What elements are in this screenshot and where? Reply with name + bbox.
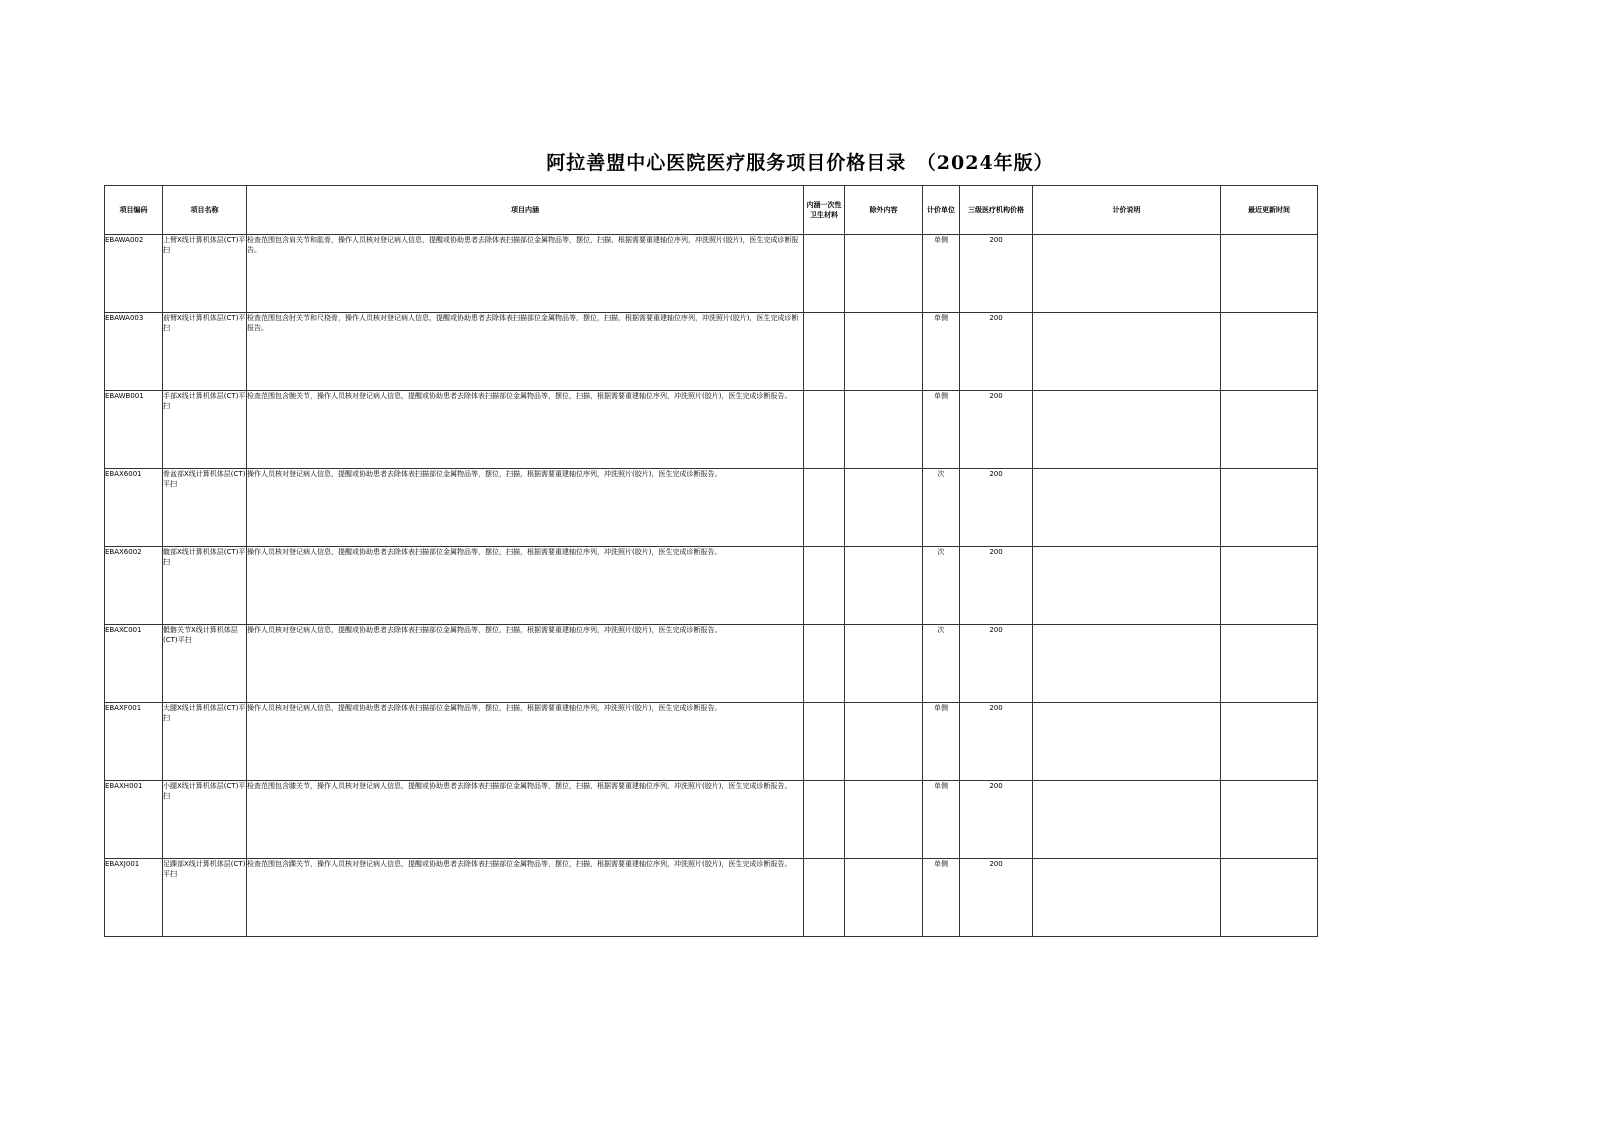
item-name: 骨盆部X线计算机体层(CT)平扫 bbox=[163, 469, 247, 547]
item-consumable bbox=[804, 235, 845, 313]
item-price: 200 bbox=[960, 625, 1033, 703]
item-note bbox=[1033, 781, 1221, 859]
item-name: 骶髂关节X线计算机体层(CT)平扫 bbox=[163, 625, 247, 703]
item-unit: 次 bbox=[923, 625, 960, 703]
item-consumable bbox=[804, 625, 845, 703]
header-exclusion: 除外内容 bbox=[845, 186, 923, 235]
header-name: 项目名称 bbox=[163, 186, 247, 235]
table-row bbox=[105, 625, 1318, 703]
item-updated bbox=[1221, 547, 1318, 625]
header-updated: 最近更新时间 bbox=[1221, 186, 1318, 235]
table-row bbox=[105, 235, 1318, 313]
item-exclusion bbox=[845, 625, 923, 703]
item-price: 200 bbox=[960, 391, 1033, 469]
item-updated bbox=[1221, 625, 1318, 703]
item-code: EBAXJ001 bbox=[105, 859, 163, 937]
item-code: EBAXF001 bbox=[105, 703, 163, 781]
page-title: 阿拉善盟中心医院医疗服务项目价格目录 （2024年版） bbox=[546, 152, 1054, 174]
item-unit: 单侧 bbox=[923, 781, 960, 859]
item-note bbox=[1033, 235, 1221, 313]
item-updated bbox=[1221, 391, 1318, 469]
item-name: 前臂X线计算机体层(CT)平扫 bbox=[163, 313, 247, 391]
item-consumable bbox=[804, 781, 845, 859]
item-name: 大腿X线计算机体层(CT)平扫 bbox=[163, 703, 247, 781]
item-consumable bbox=[804, 859, 845, 937]
item-content: 操作人员核对登记病人信息，提醒或协助患者去除体表扫描部位金属物品等，摆位，扫描，根据需要重建轴位序列，冲洗照片(胶片)，医生完成诊断报告。 bbox=[247, 469, 804, 547]
item-note bbox=[1033, 313, 1221, 391]
header-unit: 计价单位 bbox=[923, 186, 960, 235]
item-updated bbox=[1221, 781, 1318, 859]
item-note bbox=[1033, 391, 1221, 469]
item-exclusion bbox=[845, 859, 923, 937]
item-price: 200 bbox=[960, 313, 1033, 391]
item-updated bbox=[1221, 313, 1318, 391]
item-exclusion bbox=[845, 781, 923, 859]
item-note bbox=[1033, 547, 1221, 625]
item-code: EBAWB001 bbox=[105, 391, 163, 469]
table-row bbox=[105, 391, 1318, 469]
header-content: 项目内涵 bbox=[247, 186, 804, 235]
item-code: EBAWA002 bbox=[105, 235, 163, 313]
table-row bbox=[105, 469, 1318, 547]
item-price: 200 bbox=[960, 235, 1033, 313]
item-price: 200 bbox=[960, 469, 1033, 547]
header-row bbox=[105, 186, 1318, 235]
item-code: EBAX6001 bbox=[105, 469, 163, 547]
item-updated bbox=[1221, 469, 1318, 547]
item-exclusion bbox=[845, 469, 923, 547]
item-exclusion bbox=[845, 313, 923, 391]
item-consumable bbox=[804, 313, 845, 391]
item-consumable bbox=[804, 469, 845, 547]
table-row bbox=[105, 547, 1318, 625]
header-consumable: 内涵一次性卫生材料 bbox=[804, 186, 845, 235]
header-price: 三级医疗机构价格 bbox=[960, 186, 1033, 235]
item-content: 检查范围包含踝关节，操作人员核对登记病人信息，提醒或协助患者去除体表扫描部位金属物品等，摆位，扫描，根据需要重建轴位序列，冲洗照片(胶片)，医生完成诊断报告。 bbox=[247, 859, 804, 937]
item-unit: 单侧 bbox=[923, 391, 960, 469]
item-code: EBAXC001 bbox=[105, 625, 163, 703]
item-name: 髋部X线计算机体层(CT)平扫 bbox=[163, 547, 247, 625]
item-unit: 单侧 bbox=[923, 859, 960, 937]
item-note bbox=[1033, 703, 1221, 781]
item-note bbox=[1033, 469, 1221, 547]
item-name: 上臂X线计算机体层(CT)平扫 bbox=[163, 235, 247, 313]
item-consumable bbox=[804, 547, 845, 625]
item-unit: 次 bbox=[923, 469, 960, 547]
item-unit: 单侧 bbox=[923, 235, 960, 313]
item-content: 操作人员核对登记病人信息，提醒或协助患者去除体表扫描部位金属物品等，摆位，扫描，根据需要重建轴位序列，冲洗照片(胶片)，医生完成诊断报告。 bbox=[247, 703, 804, 781]
item-consumable bbox=[804, 391, 845, 469]
item-price: 200 bbox=[960, 859, 1033, 937]
item-content: 检查范围包含腕关节，操作人员核对登记病人信息，提醒或协助患者去除体表扫描部位金属物品等，摆位，扫描，根据需要重建轴位序列，冲洗照片(胶片)，医生完成诊断报告。 bbox=[247, 391, 804, 469]
item-content: 检查范围包含肘关节和尺桡骨，操作人员核对登记病人信息，提醒或协助患者去除体表扫描部位金属物品等，摆位，扫描，根据需要重建轴位序列，冲洗照片(胶片)，医生完成诊断报告。 bbox=[247, 313, 804, 391]
header-code: 项目编码 bbox=[105, 186, 163, 235]
item-exclusion bbox=[845, 703, 923, 781]
item-updated bbox=[1221, 703, 1318, 781]
item-name: 小腿X线计算机体层(CT)平扫 bbox=[163, 781, 247, 859]
item-unit: 单侧 bbox=[923, 313, 960, 391]
item-content: 操作人员核对登记病人信息，提醒或协助患者去除体表扫描部位金属物品等，摆位，扫描，根据需要重建轴位序列，冲洗照片(胶片)，医生完成诊断报告。 bbox=[247, 547, 804, 625]
table-row bbox=[105, 781, 1318, 859]
item-code: EBAX6002 bbox=[105, 547, 163, 625]
item-content: 检查范围包含肩关节和肱骨，操作人员核对登记病人信息，提醒或协助患者去除体表扫描部位金属物品等，摆位，扫描，根据需要重建轴位序列，冲洗照片(胶片)，医生完成诊断报告。 bbox=[247, 235, 804, 313]
item-consumable bbox=[804, 703, 845, 781]
table-row bbox=[105, 859, 1318, 937]
item-exclusion bbox=[845, 547, 923, 625]
item-note bbox=[1033, 859, 1221, 937]
item-content: 操作人员核对登记病人信息，提醒或协助患者去除体表扫描部位金属物品等，摆位，扫描，根据需要重建轴位序列，冲洗照片(胶片)，医生完成诊断报告。 bbox=[247, 625, 804, 703]
item-note bbox=[1033, 625, 1221, 703]
item-unit: 次 bbox=[923, 547, 960, 625]
item-exclusion bbox=[845, 235, 923, 313]
item-price: 200 bbox=[960, 781, 1033, 859]
item-code: EBAXH001 bbox=[105, 781, 163, 859]
table-row bbox=[105, 703, 1318, 781]
table-row bbox=[105, 313, 1318, 391]
item-name: 足踝部X线计算机体层(CT)平扫 bbox=[163, 859, 247, 937]
item-content: 检查范围包含膝关节，操作人员核对登记病人信息，提醒或协助患者去除体表扫描部位金属物品等，摆位，扫描，根据需要重建轴位序列，冲洗照片(胶片)，医生完成诊断报告。 bbox=[247, 781, 804, 859]
item-updated bbox=[1221, 859, 1318, 937]
item-price: 200 bbox=[960, 703, 1033, 781]
item-updated bbox=[1221, 235, 1318, 313]
item-price: 200 bbox=[960, 547, 1033, 625]
price-table bbox=[104, 185, 1318, 937]
header-note: 计价说明 bbox=[1033, 186, 1221, 235]
item-name: 手部X线计算机体层(CT)平扫 bbox=[163, 391, 247, 469]
item-code: EBAWA003 bbox=[105, 313, 163, 391]
item-exclusion bbox=[845, 391, 923, 469]
item-unit: 单侧 bbox=[923, 703, 960, 781]
